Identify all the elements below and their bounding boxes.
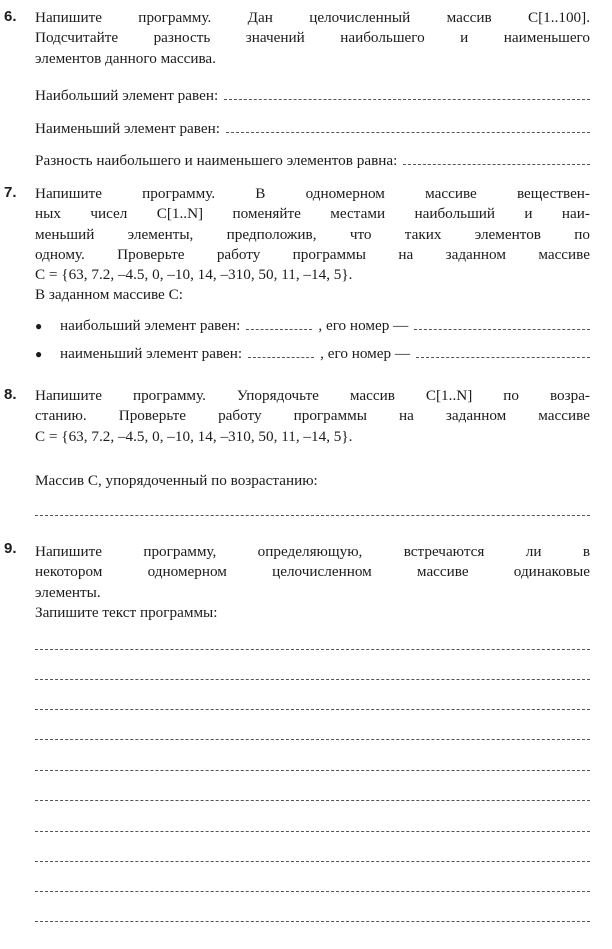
bullet-mid: , его номер —: [320, 345, 411, 362]
task-line: одному. Проверьте работу программы на заданном массиве: [35, 245, 590, 263]
program-answer-line[interactable]: [35, 891, 590, 892]
task-line: элементов данного массива.: [35, 49, 216, 67]
answer-block: [35, 119, 590, 139]
sorted-label: [35, 471, 590, 491]
program-answer-line[interactable]: [35, 831, 590, 832]
min-value-field[interactable]: [248, 345, 314, 358]
write-label: Запишите текст программы:: [35, 603, 218, 621]
task-line: меньший элементы, предположив, что таких элементов по: [35, 225, 590, 243]
min-label: Наименьший элемент равен:: [35, 120, 220, 137]
task-line: станию. Проверьте работу программы на заданном массиве: [35, 407, 590, 425]
bullet-icon: ●: [35, 347, 43, 361]
program-answer-line[interactable]: [35, 921, 590, 922]
bullet-list: [35, 344, 590, 364]
program-answer-line[interactable]: [35, 800, 590, 801]
task-line: Напишите программу. В одномерном массиве веществен-: [35, 185, 590, 202]
task-number: 6.: [4, 8, 17, 25]
task-text: [35, 184, 590, 306]
program-answer-line[interactable]: [35, 679, 590, 680]
task-line: C = {63, 7.2, –4.5, 0, –10, 14, –310, 50, 11, –14, 5}.: [35, 427, 353, 445]
bullet-min-row: [35, 344, 590, 364]
bullet-label: наибольший элемент равен:: [60, 317, 241, 334]
task-line: ных чисел C[1..N] поменяйте местами наибольший и наи-: [35, 205, 590, 223]
max-label: Наибольший элемент равен:: [35, 87, 219, 104]
bullet-icon: ●: [35, 319, 43, 333]
task-line: Напишите программу. Дан целочисленный массив C[1..100].: [35, 9, 590, 26]
diff-answer-field[interactable]: [403, 152, 590, 165]
task-line: элементы.: [35, 583, 101, 601]
task-number: 8.: [4, 386, 17, 403]
max-answer-field[interactable]: [224, 87, 590, 100]
task-line: C = {63, 7.2, –4.5, 0, –10, 14, –310, 50, 11, –14, 5}.: [35, 266, 353, 284]
in-array-label: В заданном массиве C:: [35, 286, 183, 304]
min-index-field[interactable]: [416, 345, 590, 358]
program-answer-line[interactable]: [35, 709, 590, 710]
answer-block: [35, 86, 590, 106]
program-answer-line[interactable]: [35, 861, 590, 862]
task-line: некотором одномерном целочисленном массиве одинаковые: [35, 563, 590, 581]
program-answer-line[interactable]: [35, 739, 590, 740]
answer-block: [35, 151, 590, 171]
bullet-max-row: [35, 316, 590, 336]
task-text: [35, 542, 590, 623]
program-answer-line[interactable]: [35, 649, 590, 650]
task-line: Напишите программу. Упорядочьте массив C[1..N] по возра-: [35, 387, 590, 404]
task-number: 9.: [4, 540, 17, 557]
bullet-label: наименьший элемент равен:: [60, 345, 243, 362]
task-line: Подсчитайте разность значений наибольшего и наименьшего: [35, 29, 590, 47]
sorted-answer-field[interactable]: [35, 515, 590, 516]
diff-label: Разность наибольшего и наименьшего элементов равна:: [35, 152, 398, 169]
max-value-field[interactable]: [246, 317, 312, 330]
max-index-field[interactable]: [414, 317, 590, 330]
task-number: 7.: [4, 184, 17, 201]
bullet-mid: , его номер —: [318, 317, 409, 334]
sorted-label-text: Массив C, упорядоченный по возрастанию:: [35, 472, 318, 489]
program-answer-line[interactable]: [35, 770, 590, 771]
max-answer-row: [35, 86, 590, 106]
bullet-list: [35, 316, 590, 336]
task-line: Напишите программу, определяющую, встречаются ли в: [35, 543, 590, 560]
task-text: [35, 386, 590, 447]
min-answer-row: [35, 119, 590, 139]
diff-answer-row: [35, 151, 590, 171]
min-answer-field[interactable]: [226, 120, 590, 133]
task-text: [35, 8, 590, 69]
